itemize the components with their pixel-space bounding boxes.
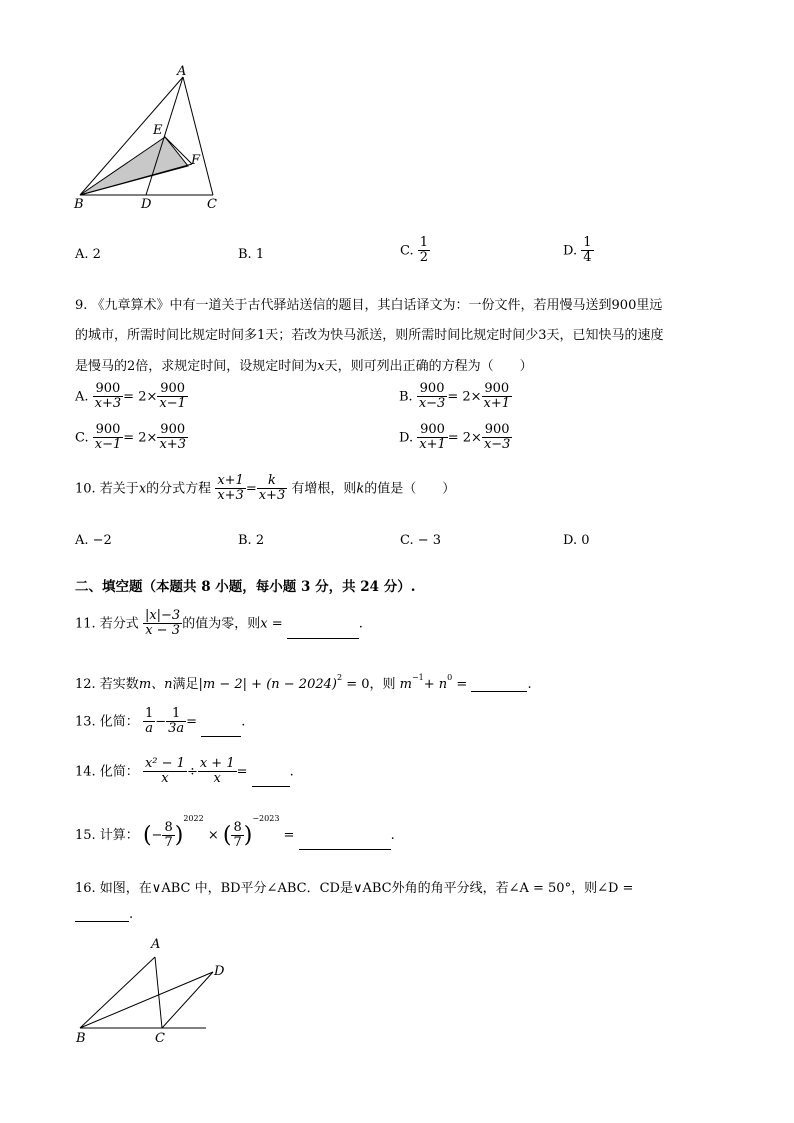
- q10-option-b[interactable]: B. 2: [238, 533, 265, 548]
- q10-option-d[interactable]: D. 0: [563, 533, 590, 548]
- q11: 11. 若分式 $\frac{|x|-3}{x - 3}$ 的值为零，则x = .: [75, 608, 363, 639]
- point-label-a: A: [177, 64, 187, 79]
- q9-line-3: 是慢马的2倍，求规定时间，设规定时间为x天，则可列出正确的方程为（ ）: [75, 359, 533, 374]
- q14-answer-blank[interactable]: [252, 774, 290, 787]
- q15-answer-blank[interactable]: [299, 837, 391, 850]
- triangle-figure-2: [70, 940, 230, 1050]
- section-2-heading: 二、填空题（本题共 8 小题，每小题 3 分，共 24 分）.: [75, 579, 416, 595]
- segment-cd: [162, 972, 213, 1028]
- q10-option-c[interactable]: C. − 3: [400, 533, 442, 548]
- q16-line-2: .: [75, 907, 133, 922]
- point-label-e: E: [153, 123, 163, 138]
- q15: 15. 计算： (− $\frac{8}{7}$ )$^{2022}$ × ( $\frac{8}{7}$ )$^{-2023}$ = .: [75, 814, 395, 850]
- q9-option-b[interactable]: B. $\frac{900}{x-3}$ = 2× $\frac{900}{x+1}$: [399, 381, 511, 412]
- point-label-c: C: [155, 1031, 165, 1046]
- q8-option-a[interactable]: A. 2: [75, 247, 101, 262]
- q13-answer-blank[interactable]: [201, 724, 241, 737]
- point-label-b: B: [74, 197, 84, 212]
- q9-line-2: 的城市，所需时间比规定时间多1天；若改为快马派送，则所需时间比规定时间少3天，已知快马的速度: [75, 328, 664, 343]
- segment-ad: [146, 77, 183, 195]
- segment-ac: [183, 77, 213, 195]
- shaded-triangle-bef: [80, 137, 188, 195]
- point-label-b: B: [76, 1031, 86, 1046]
- point-label-a: A: [151, 937, 161, 952]
- q12-answer-blank[interactable]: [471, 679, 527, 692]
- segment-ab: [80, 957, 155, 1028]
- q9-option-a[interactable]: A. $\frac{900}{x+3}$ = 2× $\frac{900}{x-1}$: [75, 381, 186, 412]
- q14: 14. 化简： $\frac{\text{x² − 1}}{x}$ ÷ $\frac{x + 1}{x}$ = .: [75, 756, 294, 787]
- q8-option-c[interactable]: C. $\frac{1}{2}$: [400, 235, 429, 266]
- q8-option-b[interactable]: B. 1: [238, 247, 265, 262]
- q13: 13. 化简： $\frac{1}{a}$ − $\frac{1}{3a}$ = .: [75, 706, 246, 737]
- q9-option-d[interactable]: D. $\frac{900}{x+1}$ = 2× $\frac{900}{x-3}$: [399, 422, 511, 453]
- point-label-d: D: [141, 197, 152, 212]
- q8-option-d[interactable]: D. $\frac{1}{4}$: [563, 235, 592, 266]
- q12: 12. 若实数m、n满足$|m - 2| + (n - 2024)^2 = 0$，则 $m^{-1}+ n^0$ = .: [75, 673, 532, 692]
- q11-answer-blank[interactable]: [287, 626, 359, 639]
- q10-stem: 10. 若关于x的分式方程 $\frac{x+1}{x+3}$ = $\frac{k}{x+3}$ 有增根，则k的值是（ ）: [75, 473, 456, 504]
- point-label-f: F: [191, 153, 201, 168]
- q9-option-c[interactable]: C. $\frac{900}{x-1}$ = 2× $\frac{900}{x+3}$: [75, 422, 186, 453]
- triangle-figure-1: [70, 60, 240, 220]
- q9-line-1: 9. 《九章算术》中有一道关于古代驿站送信的题目，其白话译文为：一份文件，若用慢马送到900里远: [75, 298, 663, 313]
- segment-bd: [80, 972, 213, 1028]
- segment-ac: [155, 957, 162, 1028]
- point-label-d: D: [214, 964, 225, 979]
- q10-option-a[interactable]: A. −2: [75, 533, 112, 548]
- point-label-c: C: [207, 197, 217, 212]
- q16-line-1: 16. 如图，在∨ABC 中，BD平分∠ABC．CD是∨ABC外角的角平分线，若∠A = 50°，则∠D =: [75, 881, 634, 896]
- q16-answer-blank[interactable]: [75, 909, 129, 922]
